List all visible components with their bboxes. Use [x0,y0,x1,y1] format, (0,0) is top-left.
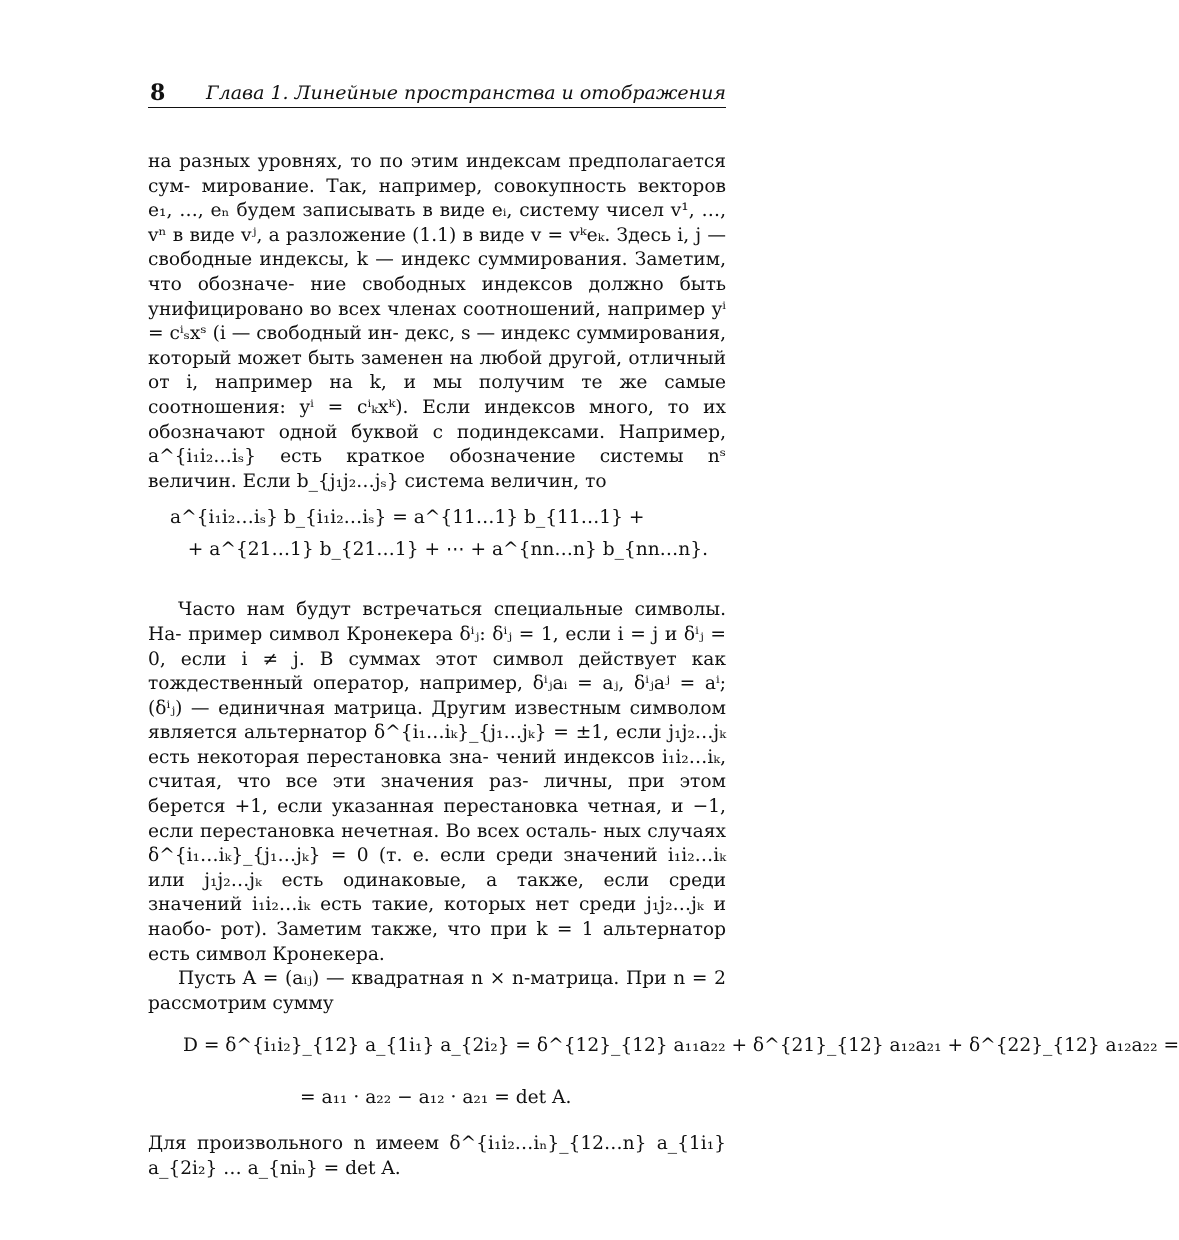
p3-line: рассмотрим сумму [148,992,334,1014]
p1-line: будем записывать в виде eᵢ, систему чисел v¹, …, vⁿ в виде [148,200,726,246]
running-title: Глава 1. Линейные пространства и отображения [206,82,726,104]
p1-line: то их обозначают одной буквой с подиндексами. Например, [148,396,726,443]
final-line: Для произвольного n имеем δ^{i₁i₂…iₙ}_{12…n} a_{1i₁} a_{2i₂} … a_{niₙ} = det A. [148,1133,726,1179]
p2-line: Часто нам будут встречаться специальные символы. На- [148,599,726,645]
p1-line: b_{j₁j₂…jₛ} система величин, то [296,470,607,492]
p1-line: мирование. Так, например, совокупность векторов e₁, …, eₙ [148,175,726,222]
p2-line: матрица. Другим известным символом является альтернатор [148,697,726,744]
p1-line: те же самые соотношения: yⁱ = cⁱₖxᵏ). Если индексов много, [148,372,727,418]
p2-line: оператор, например, δⁱⱼaᵢ = aⱼ, δⁱⱼaʲ = aⁱ; (δⁱⱼ) — единичная [148,673,726,719]
equation-2-line-1: D = δ^{i₁i₂}_{12} a_{1i₁} a_{2i₂} = δ^{12}_{12} a₁₁a₂₂ + δ^{21}_{12} a₁₂a₂₁ + δ^{22}_{12} a₁₂a₂₂ = [183,1035,1179,1057]
p1-line: на разных уровнях, то по этим индексам предполагается сум- [148,151,726,197]
p1-line: vʲ, а разложение (1.1) в виде v = vᵏeₖ. Здесь i, j — свободные [148,224,726,271]
p2-line: чений индексов i₁i₂…iₖ, считая, что все эти значения раз- [148,746,726,793]
p1-line: a^{i₁i₂…iₛ} есть краткое обозначение системы nˢ величин. Если [148,446,726,492]
p2-line: четная, и −1, если перестановка нечетная. Во всех осталь- [148,796,726,842]
header-rule [148,107,726,108]
p2-line: ных случаях δ^{i₁…iₖ}_{j₁…jₖ} = 0 (т. е. если среди значений i₁i₂…iₖ [148,820,726,867]
equation-determinant [148,1030,1179,1122]
p1-line: ние свободных индексов должно быть унифицировано во всех [148,273,726,320]
equation-1-line-1: a^{i₁i₂…iₛ} b_{i₁i₂…iₛ} = a^{11…1} b_{11…1} + [170,507,645,529]
p2-line: i ≠ j. В суммах этот символ действует как тождественный [148,648,726,695]
p1-line: членах соотношений, например yⁱ = cⁱₛxˢ (i — свободный ин- [148,298,726,345]
paragraph-3 [148,967,726,1016]
p1-line: декс, s — индекс суммирования, который может быть заменен [148,323,726,369]
paragraph-1 [148,150,726,494]
equation-sum-expansion [148,506,726,582]
paragraph-2 [148,598,726,967]
p2-line: i₁i₂…iₖ есть такие, которых нет среди j₁j₂…jₖ и наобо- [148,894,726,941]
p2-line: личны, при этом берется +1, если указанная перестановка [148,771,727,818]
p2-line: δ^{i₁…iₖ}_{j₁…jₖ} = ±1, если j₁j₂…jₖ есть некоторая перестановка зна- [148,722,726,768]
p1-line: на любой другой, отличный от i, например на k, и мы получим [148,347,726,394]
p2-line: Кронекера. [272,943,385,965]
p3-line: Пусть A = (aᵢⱼ) — квадратная n × n-матрица. При n = 2 [178,968,726,990]
p1-line: индексы, k — индекс суммирования. Заметим, что обозначе- [148,249,726,295]
p2-line: рот). Заметим также, что при k = 1 альтернатор есть символ [148,919,726,965]
p2-line: пример символ Кронекера δⁱⱼ: δⁱⱼ = 1, если i = j и δⁱⱼ = 0, если [148,623,726,670]
page-number: 8 [150,80,166,106]
equation-2-line-2: = a₁₁ · a₂₂ − a₁₂ · a₂₁ = det A. [300,1087,572,1109]
p2-line: или j₁j₂…jₖ есть одинаковые, а также, если среди значений [148,869,726,916]
page-body [148,150,1179,1182]
equation-1-line-2: + a^{21…1} b_{21…1} + ⋯ + a^{nn…n} b_{nn…n}. [187,539,708,561]
